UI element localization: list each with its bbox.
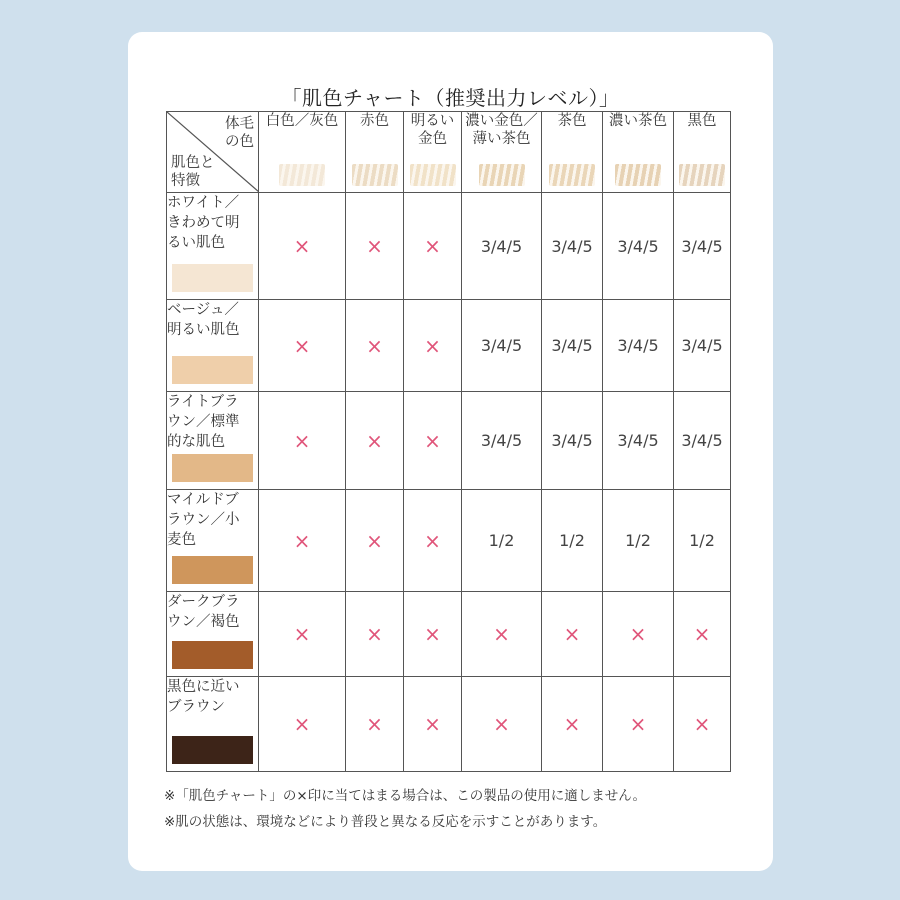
not-suitable-mark: × <box>542 592 603 677</box>
hair-color-header <box>603 112 674 193</box>
skin-type-label: 黒色に近い <box>167 679 240 695</box>
hair-color-swatch <box>410 164 456 186</box>
not-suitable-mark: × <box>404 592 462 677</box>
hair-color-header <box>674 112 731 193</box>
skin-color-swatch <box>172 556 253 584</box>
not-suitable-mark: × <box>346 592 404 677</box>
skin-type-label: るい肌色 <box>167 235 225 251</box>
hair-color-label: 金色 <box>418 131 447 147</box>
output-level-cell: 3/4/5 <box>542 300 603 392</box>
skin-type-label: ダークブラ <box>167 594 240 610</box>
skin-type-label: マイルドブ <box>167 492 239 508</box>
header-row <box>167 112 731 193</box>
hair-color-label: 濃い茶色 <box>609 113 667 129</box>
not-suitable-mark: × <box>259 677 346 772</box>
output-level-cell: 3/4/5 <box>542 193 603 300</box>
not-suitable-mark: × <box>542 677 603 772</box>
not-suitable-mark: × <box>404 677 462 772</box>
not-suitable-mark: × <box>603 592 674 677</box>
skin-type-label: 麦色 <box>167 532 196 548</box>
skin-color-swatch <box>172 736 253 764</box>
hair-color-swatch <box>549 164 595 186</box>
skin-type-label: 的な肌色 <box>167 434 225 450</box>
skin-type-label: ラウン／小 <box>167 512 240 528</box>
note-2: ※肌の状態は、環境などにより普段と異なる反応を示すことがあります。 <box>164 814 607 830</box>
skin-label-line: 肌色と <box>171 155 215 171</box>
skin-color-axis-label <box>171 154 215 190</box>
skin-type-cell <box>167 392 259 490</box>
table-row <box>167 392 731 490</box>
skin-type-label: ベージュ／ <box>167 302 239 318</box>
skin-color-swatch <box>172 356 253 384</box>
output-level-cell: 3/4/5 <box>542 392 603 490</box>
skin-type-cell <box>167 490 259 592</box>
output-level-cell: 3/4/5 <box>674 300 731 392</box>
not-suitable-mark: × <box>346 193 404 300</box>
skin-color-swatch <box>172 641 253 669</box>
hair-color-axis-label <box>225 115 254 151</box>
skin-type-label: ライトブラ <box>167 394 239 410</box>
output-level-cell: 3/4/5 <box>674 193 731 300</box>
not-suitable-mark: × <box>603 677 674 772</box>
not-suitable-mark: × <box>346 300 404 392</box>
not-suitable-mark: × <box>404 392 462 490</box>
hair-label-line: 体毛 <box>225 116 254 132</box>
hair-color-swatch <box>352 164 398 186</box>
output-level-cell: 1/2 <box>603 490 674 592</box>
skin-type-label: きわめて明 <box>167 215 240 231</box>
corner-header <box>167 112 259 193</box>
skin-type-label: ウン／標準 <box>167 414 240 430</box>
hair-color-label: 白色／灰色 <box>265 113 339 129</box>
output-level-cell: 3/4/5 <box>462 193 542 300</box>
page-title: 「肌色チャート（推奨出力レベル）」 <box>281 86 620 110</box>
table-row <box>167 592 731 677</box>
output-level-cell: 3/4/5 <box>603 300 674 392</box>
table-row <box>167 677 731 772</box>
not-suitable-mark: × <box>462 592 542 677</box>
not-suitable-mark: × <box>674 677 731 772</box>
skin-type-label: ホワイト／ <box>167 195 240 211</box>
note-1: ※「肌色チャート」の×印に当てはまる場合は、この製品の使用に適しません。 <box>164 788 647 804</box>
hair-color-label: 濃い金色／ <box>465 113 538 129</box>
table-row <box>167 300 731 392</box>
hair-color-label: 明るい <box>410 113 455 129</box>
not-suitable-mark: × <box>462 677 542 772</box>
not-suitable-mark: × <box>259 392 346 490</box>
hair-color-label: 茶色 <box>557 113 587 129</box>
output-level-cell: 3/4/5 <box>462 300 542 392</box>
table-row <box>167 193 731 300</box>
skin-label-line: 特徴 <box>171 173 200 189</box>
hair-color-swatch <box>679 164 725 186</box>
output-level-cell: 1/2 <box>462 490 542 592</box>
skin-color-chart-table <box>166 111 731 772</box>
hair-color-header <box>404 112 462 193</box>
hair-color-swatch <box>615 164 661 186</box>
not-suitable-mark: × <box>346 392 404 490</box>
output-level-cell: 3/4/5 <box>462 392 542 490</box>
hair-color-label: 薄い茶色 <box>472 131 531 147</box>
output-level-cell: 1/2 <box>542 490 603 592</box>
not-suitable-mark: × <box>259 300 346 392</box>
skin-type-cell <box>167 677 259 772</box>
output-level-cell: 1/2 <box>674 490 731 592</box>
skin-type-cell <box>167 592 259 677</box>
chart-card <box>128 32 773 871</box>
not-suitable-mark: × <box>346 490 404 592</box>
not-suitable-mark: × <box>259 490 346 592</box>
hair-color-swatch <box>279 164 325 186</box>
skin-type-label: ウン／褐色 <box>167 614 240 630</box>
not-suitable-mark: × <box>404 490 462 592</box>
hair-color-header <box>346 112 404 193</box>
output-level-cell: 3/4/5 <box>603 392 674 490</box>
skin-type-cell <box>167 300 259 392</box>
not-suitable-mark: × <box>674 592 731 677</box>
not-suitable-mark: × <box>259 592 346 677</box>
not-suitable-mark: × <box>404 300 462 392</box>
hair-label-line: の色 <box>225 134 254 150</box>
table-row <box>167 490 731 592</box>
not-suitable-mark: × <box>259 193 346 300</box>
hair-color-header <box>462 112 542 193</box>
skin-color-swatch <box>172 454 253 482</box>
hair-color-header <box>542 112 603 193</box>
hair-color-label: 黒色 <box>687 113 717 129</box>
skin-type-label: ブラウン <box>167 699 225 715</box>
not-suitable-mark: × <box>346 677 404 772</box>
skin-color-swatch <box>172 264 253 292</box>
skin-type-label: 明るい肌色 <box>167 322 240 338</box>
output-level-cell: 3/4/5 <box>674 392 731 490</box>
hair-color-swatch <box>479 164 525 186</box>
skin-type-cell <box>167 193 259 300</box>
hair-color-label: 赤色 <box>360 113 389 129</box>
not-suitable-mark: × <box>404 193 462 300</box>
hair-color-header <box>259 112 346 193</box>
output-level-cell: 3/4/5 <box>603 193 674 300</box>
